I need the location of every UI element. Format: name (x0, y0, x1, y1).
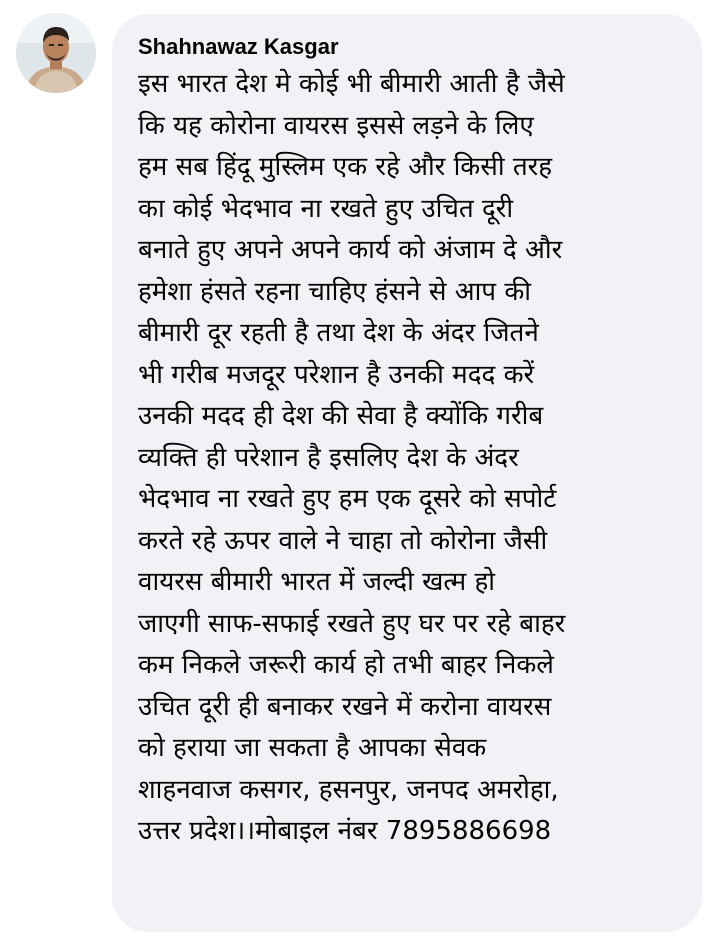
comment-text (138, 64, 678, 853)
user-avatar-photo-icon (16, 13, 96, 93)
comment-line: बीमारी दूर रहती है तथा देश के अंदर जितने (138, 318, 539, 348)
comment-line: उनकी मदद ही देश की सेवा है क्योंकि गरीब (138, 401, 544, 431)
comment-line: भेदभाव ना रखते हुए हम एक दूसरे को सपोर्ट (138, 484, 557, 514)
comment-line: हमेशा हंसते रहना चाहिए हंसने से आप की (138, 276, 532, 307)
comment-line: शाहनवाज कसगर, हसनपुर, जनपद अमरोहा, (138, 774, 559, 805)
comment-line: वायरस बीमारी भारत में जल्दी खत्म हो (138, 567, 496, 597)
comment-line: जाएगी साफ-सफाई रखते हुए घर पर रहे बाहर (138, 608, 566, 639)
comment-line: बनाते हुए अपने अपने कार्य को अंजाम दे और (138, 235, 563, 265)
comment-line: व्यक्ति ही परेशान है इसलिए देश के अंदर (138, 442, 519, 473)
comment-line: उचित दूरी ही बनाकर रखने में करोना वायरस (138, 691, 552, 722)
comment-line: भी गरीब मजदूर परेशान है उनकी मदद करें (138, 359, 535, 390)
comment-line: का कोई भेदभाव ना रखते हुए उचित दूरी (138, 193, 514, 224)
comment-line: को हराया जा सकता है आपका सेवक (138, 733, 487, 763)
comment-line: उत्तर प्रदेश।।मोबाइल नंबर 7895886698 (138, 816, 552, 846)
comment-line: कि यह कोरोना वायरस इससे लड़ने के लिए (138, 110, 534, 141)
comment-line: हम सब हिंदू मुस्लिम एक रहे और किसी तरह (138, 152, 553, 182)
comment-bubble (112, 14, 702, 932)
avatar[interactable] (16, 13, 96, 93)
comment-line: इस भारत देश मे कोई भी बीमारी आती है जैसे (138, 69, 565, 99)
comment-author-name[interactable]: Shahnawaz Kasgar (138, 34, 339, 59)
comment-line: करते रहे ऊपर वाले ने चाहा तो कोरोना जैसी (138, 525, 548, 556)
comment-line: कम निकले जरूरी कार्य हो तभी बाहर निकले (138, 650, 554, 680)
